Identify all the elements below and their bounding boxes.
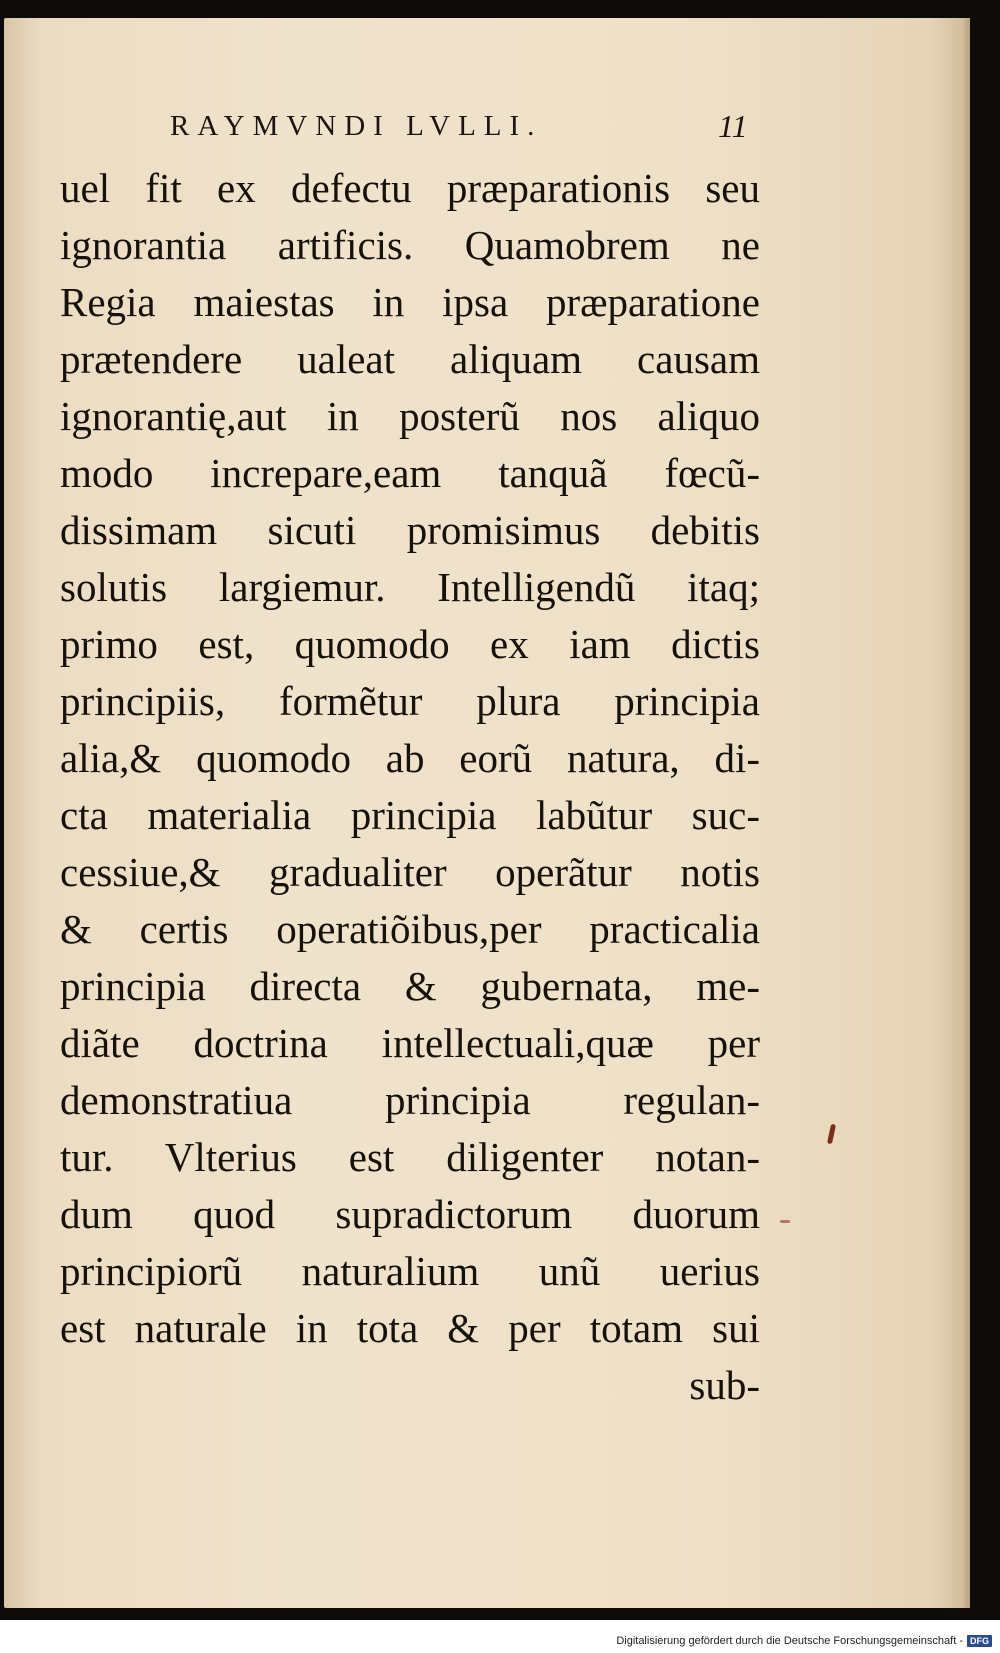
- text-line: est naturale in tota & per totam sui: [60, 1305, 760, 1351]
- text-line: & certis operatiõibus,per practicalia: [60, 906, 760, 952]
- text-line: tur. Vlterius est diligenter notan-: [60, 1134, 760, 1180]
- text-line: dissimam sicuti promisimus debitis: [60, 507, 760, 553]
- text-block: [60, 160, 760, 1414]
- text-line: diãte doctrina intellectuali,quæ per: [60, 1020, 760, 1066]
- page-edge: [964, 18, 970, 1608]
- text-line: uel fit ex defectu præparationis seu: [60, 165, 760, 211]
- running-head: RAYMVNDI LVLLI.: [170, 110, 543, 142]
- credit-text: Digitalisierung gefördert durch die Deutsche Forschungsgemeinschaft -: [616, 1635, 963, 1647]
- text-line: modo increpare,eam tanquã fœcũ-: [60, 450, 760, 496]
- text-line: dum quod supradictorum duorum: [60, 1191, 760, 1237]
- text-line: principia directa & gubernata, me-: [60, 963, 760, 1009]
- text-line: solutis largiemur. Intelligendũ itaq;: [60, 564, 760, 610]
- text-line: ignorantię,aut in posterũ nos aliquo: [60, 393, 760, 439]
- ink-spot: [780, 1220, 790, 1223]
- text-line: primo est, quomodo ex iam dictis: [60, 621, 760, 667]
- text-line: prætendere ualeat aliquam causam: [60, 336, 760, 382]
- digitization-credit: [616, 1635, 992, 1647]
- dfg-logo-icon: DFG: [967, 1635, 992, 1647]
- text-line: cta materialia principia labũtur suc-: [60, 792, 760, 838]
- text-line: principiorũ naturalium unũ uerius: [60, 1248, 760, 1294]
- text-line: principiis, formẽtur plura principia: [60, 678, 760, 724]
- text-line: alia,& quomodo ab eorũ natura, di-: [60, 735, 760, 781]
- text-line: demonstratiua principia regulan-: [60, 1077, 760, 1123]
- text-line: cessiue,& gradualiter operãtur notis: [60, 849, 760, 895]
- text-line: Regia maiestas in ipsa præparatione: [60, 279, 760, 325]
- page-number: 11: [718, 108, 748, 144]
- catchword: sub-: [689, 1362, 760, 1408]
- text-line: ignorantia artificis. Quamobrem ne: [60, 222, 760, 268]
